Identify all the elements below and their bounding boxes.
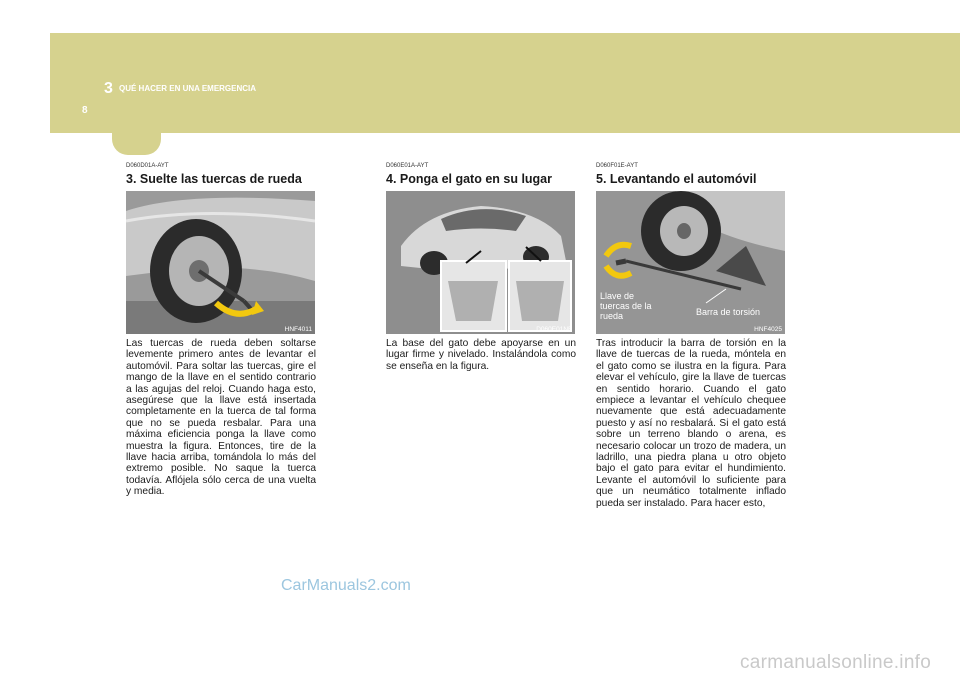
section-place-jack bbox=[386, 163, 576, 372]
section-body-text: Tras introducir la barra de torsión en la llave de tuercas de la rueda, móntela en el gato como se ilustra en la figura. Para elevar el vehículo, gire la llave de tuercas en sentido horario. Cuando el gato empiece a levantar el vehículo chequee nuevamente que está adecuadamente puesto y así no resbalará. Si el gato está sobre un terreno blando o arena, es necesario colocar un trozo de madera, un ladrillo, una piedra plana u otro objeto bajo el gato para evitar el hundimiento. Levante el automóvil lo suficiente para que un neumático totalmente inflado pueda ser instalado. Para hacer esto, bbox=[596, 338, 786, 509]
section-heading: 4. Ponga el gato en su lugar bbox=[386, 172, 553, 186]
watermark-carmanualsonline: carmanualsonline.info bbox=[740, 652, 932, 673]
figure-code: D060E01NF bbox=[536, 326, 572, 333]
car-jack-points-illustration bbox=[386, 191, 575, 334]
callout-torsion-bar: Barra de torsión bbox=[696, 307, 761, 317]
section-code: D060D01A-AYT bbox=[126, 163, 169, 169]
figure-loosen-wheel-nuts bbox=[126, 191, 315, 334]
section-code: D060E01A-AYT bbox=[386, 163, 429, 169]
section-loosen-nuts bbox=[126, 163, 316, 498]
callout-wheel-wrench: Llave de tuercas de la rueda bbox=[600, 291, 652, 321]
header-band bbox=[50, 33, 960, 133]
section-code: D060F01E-AYT bbox=[596, 163, 638, 169]
section-lift-car bbox=[596, 163, 786, 509]
figure-code: HNF4011 bbox=[284, 326, 312, 333]
figure-jack-position bbox=[386, 191, 575, 334]
section-heading: 5. Levantando el automóvil bbox=[596, 172, 757, 186]
wheel-wrench-illustration bbox=[126, 191, 315, 334]
figure-code: HNF4025 bbox=[754, 326, 782, 333]
figure-lifting-car bbox=[596, 191, 785, 334]
section-body-text: Las tuercas de rueda deben soltarse levemente primero antes de levantar el automóvil. Para soltar las tuercas, gire el mango de la llave en el sentido contrario a las agujas del reloj. Cuando haga esto, asegúrese que la llave está insertada completamente en la tuerca de tal forma que no se pueda resbalar. Para una máxima eficiencia ponga la llave como muestra la figura. Entonces, tire de la llave hacia arriba, tomándola lo más del extremo posible. No saque la tuerca todavía. Aflójela sólo cerca de una vuelta y media. bbox=[126, 338, 316, 498]
page-number: 8 bbox=[82, 105, 88, 116]
page-number-tab bbox=[112, 133, 161, 155]
section-heading: 3. Suelte las tuercas de rueda bbox=[126, 172, 302, 186]
section-body-text: La base del gato debe apoyarse en un lugar firme y nivelado. Instalándola como se enseña en la figura. bbox=[386, 338, 576, 372]
chapter-number: 3 bbox=[104, 80, 113, 97]
watermark-carmanuals2: CarManuals2.com bbox=[281, 577, 411, 594]
chapter-title: QUÉ HACER EN UNA EMERGENCIA bbox=[119, 84, 257, 93]
